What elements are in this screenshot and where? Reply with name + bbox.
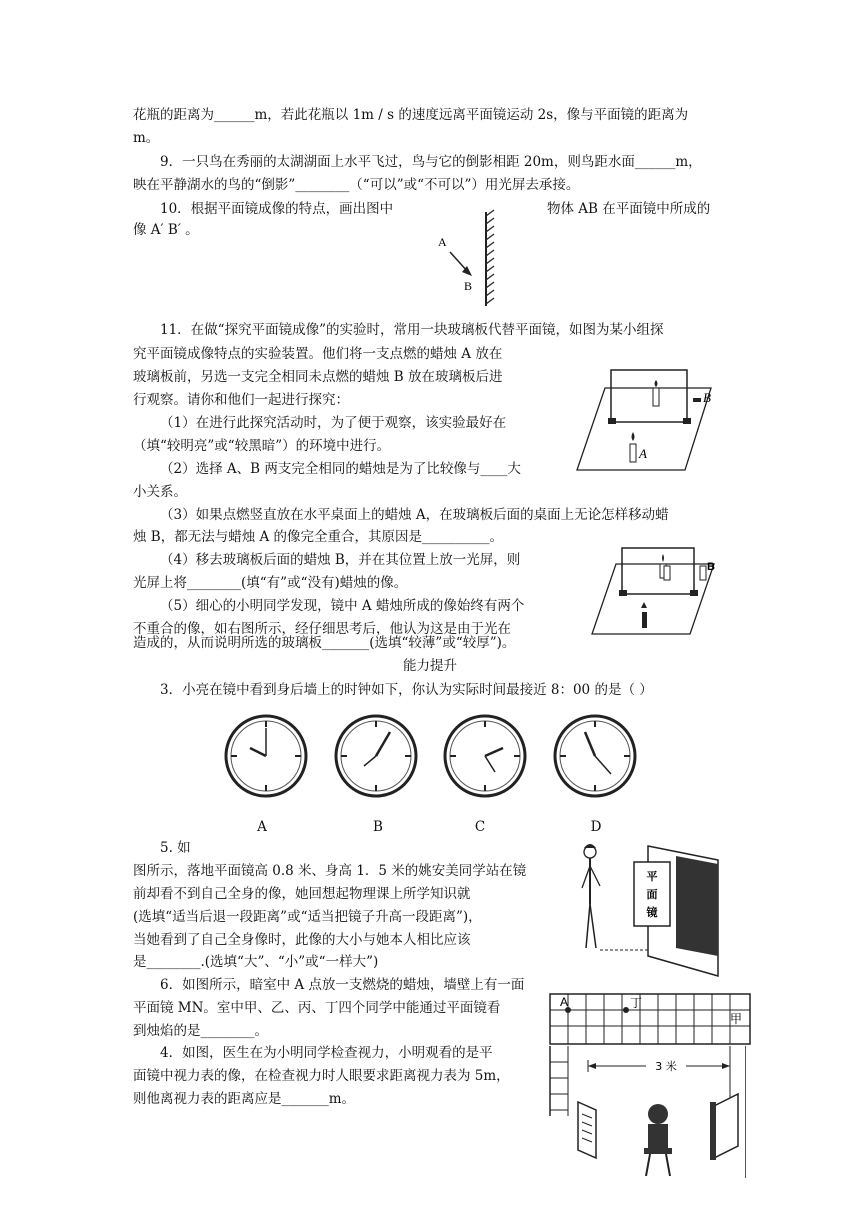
- option-label-c: C: [474, 819, 486, 835]
- label-ding: 丁: [630, 996, 643, 1010]
- label-b: B: [703, 390, 711, 405]
- text-line: （4）移去玻璃板后面的蜡烛 B，并在其位置上放一光屏，则: [160, 552, 521, 568]
- label-a: A: [560, 995, 569, 1009]
- experiment-setup-figure: [575, 360, 715, 478]
- text-line: 小关系。: [133, 484, 187, 500]
- double-image-figure: [590, 540, 718, 640]
- text-line: （填“较明亮”或“较黑暗”）的环境中进行。: [133, 438, 391, 454]
- text-line: （5）细心的小明同学发现，镜中 A 蜡烛所成的像始终有两个: [160, 598, 525, 614]
- text-line: 花瓶的距离为______m，若此花瓶以 1m / s 的速度远离平面镜运动 2s，像与平面镜的距离为: [133, 107, 689, 123]
- option-label-d: D: [590, 819, 602, 835]
- label-b: B: [464, 279, 473, 293]
- floor-mirror-figure: [576, 838, 726, 978]
- text-line: （2）选择 A、B 两支完全相同的蜡烛是为了比较像与____大: [160, 461, 521, 477]
- text-line: (选填“适当后退一段距离”或“适当把镜子升高一段距离”)，: [133, 909, 482, 925]
- label-a: A: [639, 446, 647, 461]
- text-line: 11．在做“探究平面镜成像”的实验时，常用一块玻璃板代替平面镜，如图为某小组探: [160, 322, 664, 338]
- label-a: A: [438, 235, 447, 249]
- text-line: 当她看到了自己全身像时，此像的大小与她本人相比应该: [133, 932, 471, 948]
- text-line: 3．小亮在镜中看到身后墙上的时钟如下，你认为实际时间最接近 8：00 的是（ ）: [160, 682, 653, 698]
- text-line: 光屏上将________(填“有”或“没有)蜡烛的像。: [133, 575, 408, 591]
- text-line: 4．如图，医生在为小明同学检查视力，小明观看的是平: [160, 1045, 493, 1061]
- text-line: 图所示，落地平面镜高 0.8 米、身高 1．5 米的姚安美同学站在镜: [133, 863, 527, 879]
- text-line: 面镜中视力表的像，在检查视力时人眼要求距离视力表为 5m，: [133, 1068, 510, 1084]
- label-jia: 甲: [730, 1012, 743, 1026]
- eye-test-figure: [548, 1046, 746, 1178]
- text-line: 不重合的像，如右图所示，经仔细思考后，他认为这是由于光在: [133, 621, 511, 637]
- clock-option-a: [222, 712, 310, 800]
- mirror-text: 镜: [646, 906, 658, 919]
- text-line: 10．根据平面镜成像的特点，画出图中: [160, 201, 394, 217]
- text-line: 则他离视力表的距离应是_______m。: [133, 1091, 356, 1107]
- option-label-a: A: [257, 819, 267, 835]
- clock-option-d: [551, 712, 639, 800]
- dark-room-grid-figure: [548, 992, 754, 1046]
- text-line: 行观察。请你和他们一起进行探究：: [133, 392, 349, 408]
- clock-option-b: [332, 712, 420, 800]
- text-line: m。: [133, 130, 160, 146]
- text-line: 6．如图所示，暗室中 A 点放一支燃烧的蜡烛，墙壁上有一面: [160, 977, 525, 993]
- text-line: 物体 AB 在平面镜中所成的: [547, 201, 711, 217]
- text-line: 前却看不到自己全身的像，她回想起物理课上所学知识就: [133, 886, 471, 902]
- mirror-ab-figure: [428, 208, 528, 310]
- text-line: 平面镜 MN。室中甲、乙、丙、丁四个同学中能通过平面镜看: [133, 1000, 501, 1016]
- text-line: 5. 如: [160, 840, 191, 856]
- mirror-text: 平: [646, 870, 658, 883]
- text-line: （3）如果点燃竖直放在水平桌面上的蜡烛 A，在玻璃板后面的桌面上无论怎样移动蜡: [160, 507, 669, 523]
- section-title: 能力提升: [403, 658, 457, 674]
- text-line: 9．一只鸟在秀丽的太湖湖面上水平飞过，鸟与它的倒影相距 20m，则鸟距水面______m，: [160, 154, 702, 170]
- text-line: 像 A′ B′ 。: [133, 222, 199, 238]
- distance-label: 3 米: [655, 1060, 677, 1073]
- text-line: 是________.(选填“大”、“小”或“一样大”): [133, 954, 379, 970]
- text-line: 造成的，从而说明所选的玻璃板_______(选填“较薄”或“较厚”)。: [133, 635, 516, 651]
- label-b: B: [707, 561, 715, 573]
- text-line: 到烛焰的是________。: [133, 1023, 268, 1039]
- text-line: 究平面镜成像特点的实验装置。他们将一支点燃的蜡烛 A 放在: [133, 346, 503, 362]
- text-line: 玻璃板前，另选一支完全相同未点燃的蜡烛 B 放在玻璃板后进: [133, 369, 503, 385]
- option-label-b: B: [373, 819, 383, 835]
- text-line: 映在平静湖水的鸟的“倒影”________（“可以”或“不可以”）用光屏去承接。: [133, 177, 580, 193]
- text-line: （1）在进行此探究活动时，为了便于观察，该实验最好在: [160, 415, 507, 431]
- clock-option-c: [441, 712, 529, 800]
- mirror-text: 面: [646, 888, 658, 901]
- text-line: 烛 B，都无法与蜡烛 A 的像完全重合，其原因是__________。: [133, 529, 504, 545]
